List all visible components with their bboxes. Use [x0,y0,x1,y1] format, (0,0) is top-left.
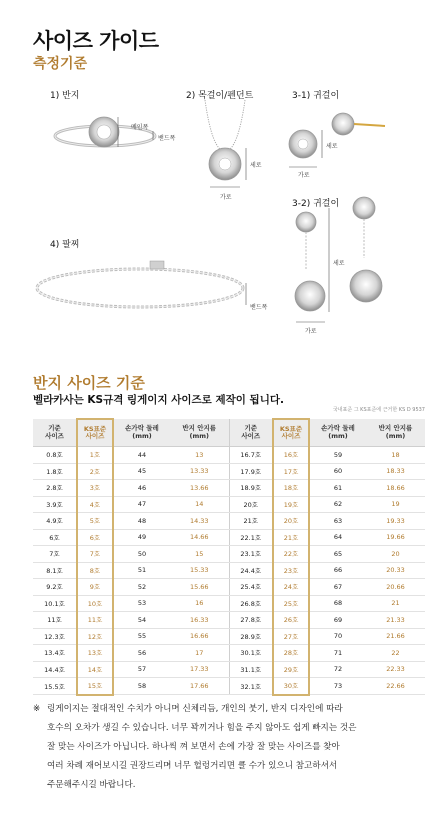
header-ks-size: KS표준 사이즈 [77,419,113,447]
base-size-cell: 28.9호 [229,628,273,645]
note-line: 잘 맞는 사이즈가 아닙니다. 하나씩 껴 보면서 손에 가장 잘 맞는 사이즈를 찾아 [47,742,340,752]
ks-size-cell: 25호 [273,595,309,612]
inner-diameter-cell: 17.33 [170,661,229,678]
base-size-cell: 16.7호 [229,447,273,464]
header-ks-size: KS표준 사이즈 [273,419,309,447]
ks-size-cell: 30호 [273,678,309,695]
base-size-cell: 3.9호 [33,496,77,513]
base-size-cell: 15.5호 [33,678,77,695]
base-size-cell: 23.1호 [229,546,273,563]
ks-size-cell: 11호 [77,612,113,629]
table-row [33,496,425,513]
base-size-cell: 17.9호 [229,463,273,480]
circumference-cell: 58 [113,678,170,695]
inner-diameter-cell: 20.66 [366,579,425,596]
inner-diameter-cell: 17.66 [170,678,229,695]
base-size-cell: 22.1호 [229,529,273,546]
ks-size-cell: 20호 [273,513,309,530]
circumference-cell: 69 [309,612,366,629]
ks-size-cell: 12호 [77,628,113,645]
inner-diameter-cell: 22.33 [366,661,425,678]
ring-size-subtitle: 벨라카사는 KS규격 링게이지 사이즈로 제작이 됩니다. [33,394,284,406]
standard-source-note: 국내표준 그 KS표준에 근거한 KS D 9537 [332,407,425,413]
earring-1-width-label: 가로 [298,172,310,179]
circumference-cell: 61 [309,480,366,497]
circumference-cell: 54 [113,612,170,629]
ks-size-cell: 22호 [273,546,309,563]
circumference-cell: 49 [113,529,170,546]
circumference-cell: 72 [309,661,366,678]
ks-size-cell: 3호 [77,480,113,497]
circumference-cell: 64 [309,529,366,546]
ks-size-cell: 10호 [77,595,113,612]
base-size-cell: 1.8호 [33,463,77,480]
circumference-cell: 46 [113,480,170,497]
inner-diameter-cell: 19.66 [366,529,425,546]
header-base-size: 기준 사이즈 [229,419,273,447]
circumference-cell: 70 [309,628,366,645]
ks-size-cell: 17호 [273,463,309,480]
circumference-cell: 66 [309,562,366,579]
page-subtitle: 측정기준 [33,56,88,72]
inner-diameter-cell: 13.66 [170,480,229,497]
circumference-cell: 47 [113,496,170,513]
inner-diameter-cell: 21.66 [366,628,425,645]
necklace-illustration [205,100,246,187]
base-size-cell: 26.8호 [229,595,273,612]
page-title: 사이즈 가이드 [33,29,159,53]
header-inner-diameter: 반지 안지름 (mm) [170,419,229,447]
base-size-cell: 21호 [229,513,273,530]
ks-size-cell: 18호 [273,480,309,497]
size-note [33,700,413,795]
table-row [33,645,425,662]
circumference-cell: 60 [309,463,366,480]
ks-size-cell: 4호 [77,496,113,513]
circumference-cell: 53 [113,595,170,612]
base-size-cell: 20호 [229,496,273,513]
base-size-cell: 32.1호 [229,678,273,695]
table-row [33,579,425,596]
inner-diameter-cell: 18.33 [366,463,425,480]
inner-diameter-cell: 21.33 [366,612,425,629]
ks-size-cell: 8호 [77,562,113,579]
base-size-cell: 31.1호 [229,661,273,678]
ring-main-width-label: 메인폭 [131,124,149,131]
note-line: ※ 링게이지는 절대적인 수치가 아니며 신체리듬, 개인의 붓기, 반지 디자인에 따라 [33,700,413,719]
inner-diameter-cell: 17 [170,645,229,662]
ring-size-table [33,418,425,696]
ks-size-cell: 9호 [77,579,113,596]
circumference-cell: 51 [113,562,170,579]
ks-size-cell: 6호 [77,529,113,546]
circumference-cell: 63 [309,513,366,530]
ks-size-cell: 15호 [77,678,113,695]
ks-size-cell: 26호 [273,612,309,629]
table-row [33,513,425,530]
circumference-cell: 59 [309,447,366,464]
circumference-cell: 56 [113,645,170,662]
jewelry-illustrations [0,80,447,370]
base-size-cell: 14.4호 [33,661,77,678]
inner-diameter-cell: 15 [170,546,229,563]
base-size-cell: 4.9호 [33,513,77,530]
base-size-cell: 9.2호 [33,579,77,596]
necklace-label: 2) 목걸이/펜던트 [186,91,254,101]
base-size-cell: 30.1호 [229,645,273,662]
inner-diameter-cell: 14.33 [170,513,229,530]
table-row [33,463,425,480]
inner-diameter-cell: 20.33 [366,562,425,579]
bracelet-band-width-label: 밴드폭 [250,304,268,311]
bracelet-illustration [37,261,246,307]
circumference-cell: 65 [309,546,366,563]
circumference-cell: 52 [113,579,170,596]
base-size-cell: 2.8호 [33,480,77,497]
inner-diameter-cell: 19.33 [366,513,425,530]
ks-size-cell: 16호 [273,447,309,464]
table-row [33,562,425,579]
note-line: 여러 차례 재어보시길 권장드리며 너무 헐렁거리면 클 수가 있으니 참고하셔서 [47,761,338,771]
base-size-cell: 0.8호 [33,447,77,464]
circumference-cell: 67 [309,579,366,596]
ks-size-cell: 24호 [273,579,309,596]
base-size-cell: 13.4호 [33,645,77,662]
base-size-cell: 27.8호 [229,612,273,629]
header-base-size: 기준 사이즈 [33,419,77,447]
header-circumference: 손가락 둘레 (mm) [113,419,170,447]
table-row [33,661,425,678]
table-row [33,480,425,497]
ks-size-cell: 7호 [77,546,113,563]
ks-size-cell: 2호 [77,463,113,480]
ks-size-cell: 29호 [273,661,309,678]
ks-size-cell: 28호 [273,645,309,662]
ring-label: 1) 반지 [50,91,80,101]
necklace-height-label: 세로 [250,162,262,169]
earring-1-label: 3-1) 귀걸이 [292,91,340,101]
ks-size-cell: 21호 [273,529,309,546]
inner-diameter-cell: 18.66 [366,480,425,497]
note-line: 주문해주시길 바랍니다. [47,780,136,790]
inner-diameter-cell: 14.66 [170,529,229,546]
table-row [33,612,425,629]
ks-size-cell: 27호 [273,628,309,645]
base-size-cell: 10.1호 [33,595,77,612]
circumference-cell: 73 [309,678,366,695]
inner-diameter-cell: 22.66 [366,678,425,695]
earring-stud-illustration [289,113,385,167]
table-row [33,546,425,563]
inner-diameter-cell: 22 [366,645,425,662]
base-size-cell: 18.9호 [229,480,273,497]
earring-2-label: 3-2) 귀걸이 [292,199,340,209]
earring-2-height-label: 세로 [333,260,345,267]
ks-size-cell: 19호 [273,496,309,513]
base-size-cell: 8.1호 [33,562,77,579]
note-bullet: ※ [33,704,41,714]
ks-size-cell: 23호 [273,562,309,579]
earring-2-width-label: 가로 [305,328,317,335]
base-size-cell: 11호 [33,612,77,629]
circumference-cell: 44 [113,447,170,464]
circumference-cell: 62 [309,496,366,513]
earring-1-height-label: 세로 [326,143,338,150]
inner-diameter-cell: 16 [170,595,229,612]
circumference-cell: 68 [309,595,366,612]
inner-diameter-cell: 13.33 [170,463,229,480]
base-size-cell: 25.4호 [229,579,273,596]
bracelet-label: 4) 팔찌 [50,240,80,250]
inner-diameter-cell: 13 [170,447,229,464]
base-size-cell: 6호 [33,529,77,546]
inner-diameter-cell: 21 [366,595,425,612]
ks-size-cell: 14호 [77,661,113,678]
table-row [33,447,425,464]
circumference-cell: 71 [309,645,366,662]
circumference-cell: 45 [113,463,170,480]
ring-size-title: 반지 사이즈 기준 [33,374,145,392]
circumference-cell: 57 [113,661,170,678]
base-size-cell: 7호 [33,546,77,563]
note-line: 호수의 오차가 생길 수 있습니다. 너무 꽉끼거나 힘을 주지 않아도 쉽게 빠지는 것은 [47,723,357,733]
necklace-width-label: 가로 [220,194,232,201]
table-row [33,529,425,546]
inner-diameter-cell: 14 [170,496,229,513]
inner-diameter-cell: 18 [366,447,425,464]
inner-diameter-cell: 20 [366,546,425,563]
circumference-cell: 50 [113,546,170,563]
table-row [33,595,425,612]
ks-size-cell: 5호 [77,513,113,530]
circumference-cell: 48 [113,513,170,530]
table-header-row [33,419,425,447]
header-inner-diameter: 반지 안지름 (mm) [366,419,425,447]
circumference-cell: 55 [113,628,170,645]
table-row [33,628,425,645]
inner-diameter-cell: 16.33 [170,612,229,629]
ks-size-cell: 13호 [77,645,113,662]
ring-band-width-label: 밴드폭 [158,135,176,142]
base-size-cell: 24.4호 [229,562,273,579]
base-size-cell: 12.3호 [33,628,77,645]
inner-diameter-cell: 16.66 [170,628,229,645]
inner-diameter-cell: 15.66 [170,579,229,596]
header-circumference: 손가락 둘레 (mm) [309,419,366,447]
table-row [33,678,425,695]
inner-diameter-cell: 19 [366,496,425,513]
ks-size-cell: 1호 [77,447,113,464]
inner-diameter-cell: 15.33 [170,562,229,579]
